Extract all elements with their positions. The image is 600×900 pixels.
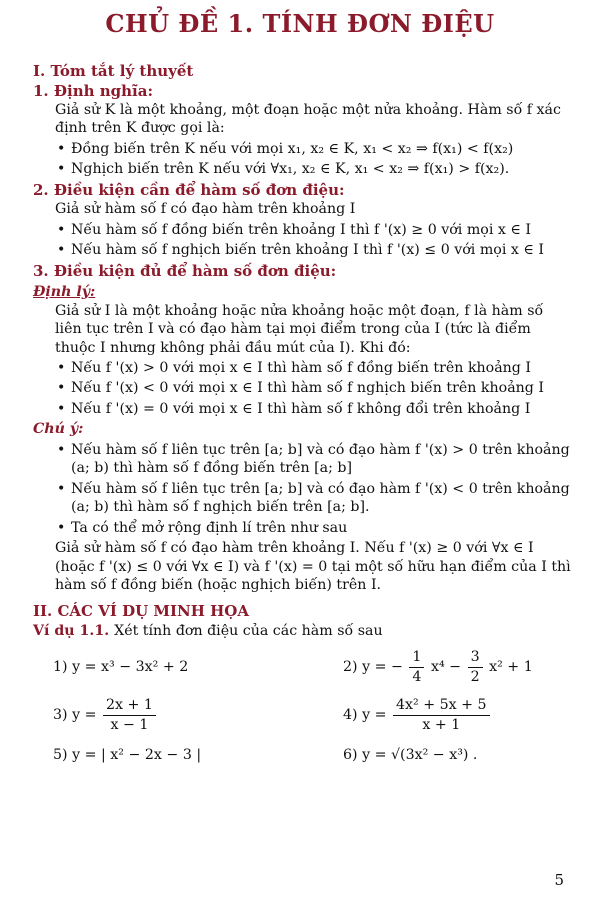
example-title [33,622,573,640]
fraction-denominator: 4 [412,668,422,685]
fraction [409,648,424,686]
list-item: • Nếu f '(x) = 0 với mọi x ∈ I thì hàm số f không đổi trên khoảng I [57,400,531,417]
section2-heading: II. CÁC VÍ DỤ MINH HỌA [33,602,250,621]
theorem-label: Định lý: [33,284,96,301]
theorem-b2: Nếu f '(x) < 0 với mọi x ∈ I thì hàm số f nghịch biến trên khoảng I [71,380,545,397]
exercise-6: 6) y = √(3x² − x³) . [343,746,478,763]
exercise-row [53,648,573,686]
fraction-numerator: 1 [409,648,424,667]
exercise-2-prefix: 2) y = − [343,659,403,676]
necessary-intro: Giả sử hàm số f có đạo hàm trên khoảng I [55,201,356,218]
exercise-row [53,696,573,734]
fraction-denominator: 2 [470,668,480,685]
exercise-2-suffix: x² + 1 [489,659,533,676]
fraction [468,648,483,686]
exercise-5: 5) y = | x² − 2x − 3 | [53,746,202,763]
exercise-2-mid: x⁴ − [430,659,462,676]
note-extra: Giả sử hàm số f có đạo hàm trên khoảng I. Nếu f '(x) ≥ 0 với ∀x ∈ I (hoặc f '(x) ≤ 0 với ∀x ∈ I) và f '(x) = 0 tại một số hữu hạn điểm của I thì hàm số f đồng biến (hoặc nghịch biến) trên I. [55,540,571,593]
fraction-numerator: 4x² + 5x + 5 [393,696,490,715]
example-text: Xét tính đơn điệu của các hàm số sau [114,622,383,639]
fraction-numerator: 3 [468,648,483,667]
definition-increasing: Đồng biến trên K nếu với mọi x₁, x₂ ∈ K, x₁ < x₂ ⇒ f(x₁) < f(x₂) [71,140,514,157]
necessary-b1: Nếu hàm số f đồng biến trên khoảng I thì f '(x) ≥ 0 với mọi x ∈ I [71,221,532,238]
sufficient-heading: 3. Điều kiện đủ để hàm số đơn điệu: [33,261,337,280]
theorem-intro: Giả sử I là một khoảng hoặc nửa khoảng hoặc một đoạn, f là hàm số liên tục trên I và có đạo hàm tại mọi điểm trong của I (tức là điểm thuộc I nhưng không phải đầu mút của I). Khi đó: [55,302,544,356]
page-title: CHỦ ĐỀ 1. TÍNH ĐƠN ĐIỆU [105,9,495,38]
example-label: Ví dụ 1.1. [33,622,110,639]
exercise-1: 1) y = x³ − 3x² + 2 [53,659,189,676]
fraction-numerator: 2x + 1 [103,696,156,715]
list-item: • Ta có thể mở rộng định lí trên như sau [57,519,348,536]
exercise-4-prefix: 4) y = [343,707,387,724]
exercise-4 [343,696,573,734]
content [33,62,573,776]
page-number: 5 [554,870,564,889]
list-item: • Đồng biến trên K nếu với mọi x₁, x₂ ∈ K, x₁ < x₂ ⇒ f(x₁) < f(x₂) [57,140,514,157]
note-b3: Ta có thể mở rộng định lí trên như sau [71,519,348,536]
note-b2: Nếu hàm số f liên tục trên [a; b] và có đạo hàm f '(x) < 0 trên khoảng (a; b) thì hàm số f nghịch biến trên [a; b]. [71,480,570,516]
exercise-2 [343,648,573,686]
fraction-denominator: x + 1 [422,716,461,733]
exercise-row [53,744,573,766]
exercise-grid [53,648,573,766]
exercise-3 [53,696,343,734]
definition-decreasing: Nghịch biến trên K nếu với ∀x₁, x₂ ∈ K, x₁ < x₂ ⇒ f(x₁) > f(x₂). [71,161,510,178]
list-item: • Nghịch biến trên K nếu với ∀x₁, x₂ ∈ K, x₁ < x₂ ⇒ f(x₁) > f(x₂). [57,161,510,178]
fraction [103,696,156,734]
necessary-b2: Nếu hàm số f nghịch biến trên khoảng I thì f '(x) ≤ 0 với mọi x ∈ I [71,242,545,259]
fraction [393,696,490,734]
section1-heading: I. Tóm tắt lý thuyết [33,62,194,80]
list-item: • Nếu hàm số f liên tục trên [a; b] và có đạo hàm f '(x) < 0 trên khoảng (a; b) thì hàm số f nghịch biến trên [a; b]. [57,480,573,517]
exercise-3-prefix: 3) y = [53,707,97,724]
list-item: • Nếu hàm số f đồng biến trên khoảng I thì f '(x) ≥ 0 với mọi x ∈ I [57,221,532,238]
necessary-heading: 2. Điều kiện cần để hàm số đơn điệu: [33,180,345,199]
list-item: • Nếu f '(x) > 0 với mọi x ∈ I thì hàm số f đồng biến trên khoảng I [57,359,532,376]
theorem-b3: Nếu f '(x) = 0 với mọi x ∈ I thì hàm số f không đổi trên khoảng I [71,400,531,417]
definition-intro: Giả sử K là một khoảng, một đoạn hoặc một nửa khoảng. Hàm số f xác định trên K được gọi là: [55,102,561,137]
theorem-b1: Nếu f '(x) > 0 với mọi x ∈ I thì hàm số f đồng biến trên khoảng I [71,359,532,376]
list-item: • Nếu f '(x) < 0 với mọi x ∈ I thì hàm số f nghịch biến trên khoảng I [57,380,545,397]
note-b1: Nếu hàm số f liên tục trên [a; b] và có đạo hàm f '(x) > 0 trên khoảng (a; b) thì hàm số f đồng biến trên [a; b] [71,441,570,477]
note-label: Chú ý: [33,421,84,438]
list-item: • Nếu hàm số f nghịch biến trên khoảng I thì f '(x) ≤ 0 với mọi x ∈ I [57,242,545,259]
list-item: • Nếu hàm số f liên tục trên [a; b] và có đạo hàm f '(x) > 0 trên khoảng (a; b) thì hàm số f đồng biến trên [a; b] [57,441,573,478]
definition-heading: 1. Định nghĩa: [33,81,153,100]
fraction-denominator: x − 1 [110,716,149,733]
